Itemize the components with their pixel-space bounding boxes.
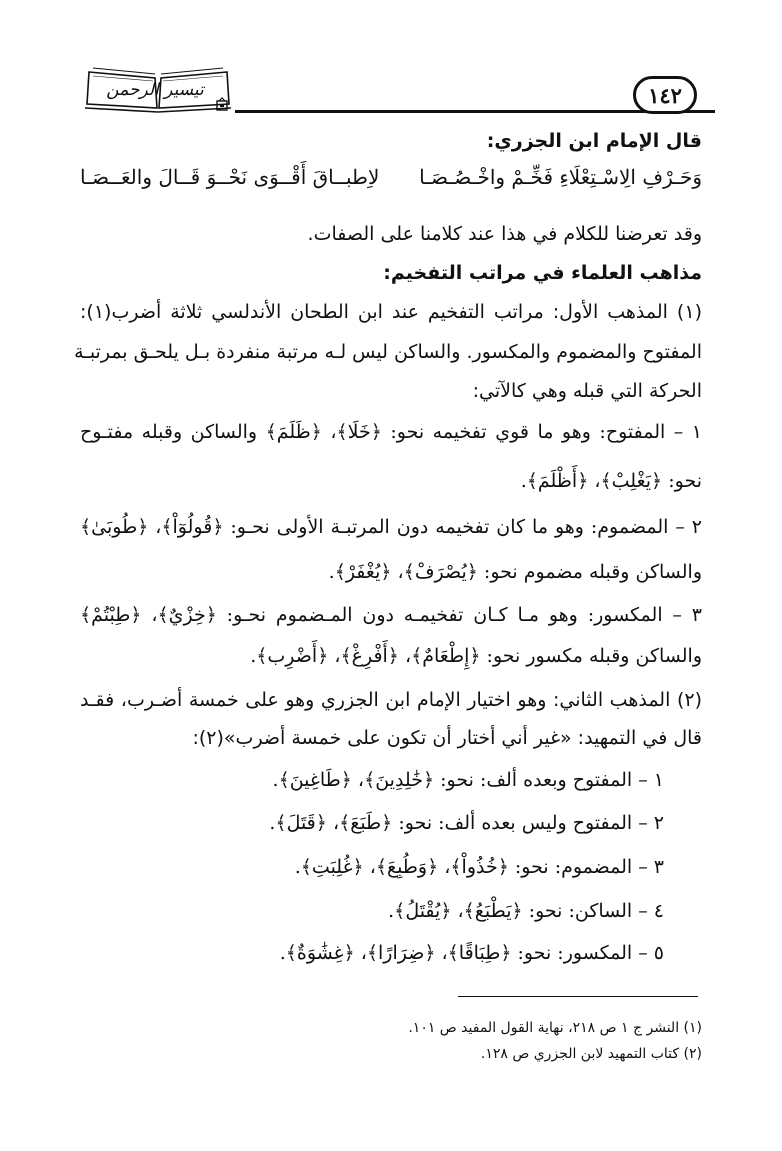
footnote: (١) النشر ج ١ ص ٢١٨، نهاية القول المفيد ص ١٠١. bbox=[408, 1020, 702, 1036]
list-item: ١ – المفتوح وبعده ألف: نحو: ﴿خَٰلِدِينَ﴾، ﴿طَاغِينَ﴾. bbox=[272, 769, 664, 791]
footnote: (٢) كتاب التمهيد لابن الجزري ص ١٢٨. bbox=[480, 1046, 702, 1062]
book-title: تيسير الرحمن bbox=[106, 80, 204, 100]
paragraph-line: قال في التمهيد: «غير أني أختار أن تكون على خمسة أضرب»(٢): bbox=[192, 727, 702, 749]
footnote-rule bbox=[458, 996, 698, 997]
paragraph-line: ٢ – المضموم: وهو ما كان تفخيمه دون المرتبـة الأولى نحـو: ﴿قُولُوٓاْ﴾، ﴿طُوبَىٰ﴾ bbox=[80, 516, 702, 538]
list-item: ٤ – الساكن: نحو: ﴿يَطْبَعُ﴾، ﴿يُقْتَلُ﴾. bbox=[388, 900, 664, 922]
paragraph-line: (١) المذهب الأول: مراتب التفخيم عند ابن الطحان الأندلسي ثلاثة أضرب(١): bbox=[80, 301, 702, 323]
list-item: ٢ – المفتوح وليس بعده ألف: نحو: ﴿طَبَعَ﴾، ﴿قَتَلَ﴾. bbox=[269, 812, 664, 834]
paragraph-line: ١ – المفتوح: وهو ما قوي تفخيمه نحو: ﴿خَلَا﴾، ﴿ظَلَمَ﴾ والساكن وقبله مفتـوح bbox=[80, 421, 702, 443]
ornament-icon bbox=[215, 96, 229, 110]
list-item: ٣ – المضموم: نحو: ﴿خُذُواْ﴾، ﴿وَطُبِعَ﴾، ﴿غُلِبَتِ﴾. bbox=[294, 856, 664, 878]
paragraph-line: وقد تعرضنا للكلام في هذا عند كلامنا على الصفات. bbox=[307, 223, 702, 245]
paragraph-line: نحو: ﴿يَغْلِبْ﴾، ﴿أَظْلَمَ﴾. bbox=[520, 470, 702, 492]
paragraph-line: المفتوح والمضموم والمكسور. والساكن ليس لـه مرتبة منفردة بـل يلحـق بمرتبـة bbox=[74, 341, 702, 363]
section-heading: مذاهب العلماء في مراتب التفخيم: bbox=[383, 262, 702, 284]
poem-hemistich-first: وَحَـرْفِ الِاسْـتِعْلَاءِ فَخِّـمْ واخْـصُـصَـا bbox=[419, 165, 702, 189]
intro-line: قال الإمام ابن الجزري: bbox=[486, 130, 702, 152]
page-number: ١٤٢ bbox=[633, 76, 697, 114]
paragraph-line: ٣ – المكسور: وهو مـا كـان تفخيمـه دون المـضموم نحـو: ﴿خِزْيٌ﴾، ﴿طِبْتُمْ﴾ bbox=[80, 604, 702, 626]
paragraph-line: والساكن وقبله مضموم نحو: ﴿يُصْرَفْ﴾، ﴿يُغْفَرْ﴾. bbox=[328, 561, 702, 583]
paragraph-line: الحركة التي قبله وهي كالآتي: bbox=[472, 380, 702, 402]
list-item: ٥ – المكسور: نحو: ﴿طِبَاقًا﴾، ﴿ضِرَارًا﴾، ﴿غِشَٰوَةٌ﴾. bbox=[279, 942, 664, 964]
paragraph-line: والساكن وقبله مكسور نحو: ﴿إِطْعَامٌ﴾، ﴿أَفْرِغْ﴾، ﴿أَضْرِب﴾. bbox=[250, 645, 702, 667]
paragraph-line: (٢) المذهب الثاني: وهو اختيار الإمام ابن الجزري وهو على خمسة أضـرب، فقـد bbox=[80, 689, 702, 711]
poem-hemistich-second: لاِطبــاقَ أَقْــوَى نَحْــوَ قَــالَ والعَــصَـا bbox=[80, 165, 380, 189]
poem-verse bbox=[80, 165, 702, 197]
